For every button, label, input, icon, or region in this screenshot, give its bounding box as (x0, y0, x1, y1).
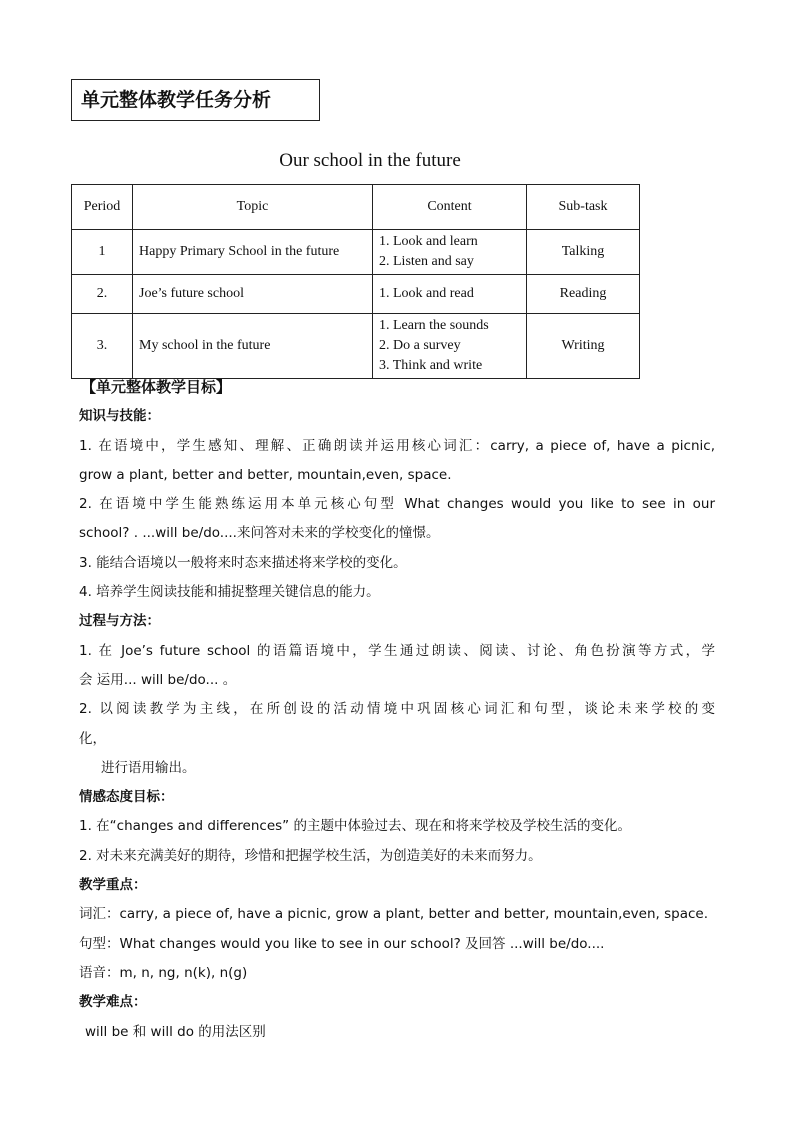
difficulties-heading: 教学难点： (79, 994, 147, 1011)
header-subtask: Sub-task (527, 185, 640, 230)
cell-subtask: Reading (527, 275, 640, 314)
table-row (72, 275, 640, 314)
header-period: Period (72, 185, 133, 230)
table-row (72, 314, 640, 379)
key-point-item: 词汇：carry, a piece of, have a picnic, grow a plant, better and better, mountain,even, space. (79, 906, 708, 923)
cell-period: 1 (72, 230, 133, 275)
key-point-item: 语音：m, n, ng, n(k), n(g) (79, 964, 248, 981)
cell-topic: My school in the future (133, 314, 373, 379)
content-line: 1. Look and read (379, 286, 474, 301)
knowledge-item: 3. 能结合语境以一般将来时态来描述将来学校的变化。 (79, 554, 407, 571)
cell-period: 2. (72, 275, 133, 314)
key-points-heading: 教学重点： (79, 877, 147, 894)
table-row (72, 230, 640, 275)
cell-content (373, 230, 527, 275)
knowledge-item: school? . ...will be/do....来问答对未来的学校变化的憧憬。 (79, 525, 440, 542)
goals-heading: 【单元整体教学目标】 (81, 378, 232, 396)
key-point-item: 句型：What changes would you like to see in our school? 及回答 ...will be/do.... (79, 935, 605, 952)
content-line: 1. Learn the sounds (379, 318, 489, 333)
emotion-item: 2. 对未来充满美好的期待，珍惜和把握学校生活，为创造美好的未来而努力。 (79, 847, 542, 864)
process-heading: 过程与方法： (79, 613, 160, 630)
task-analysis-table (71, 184, 640, 379)
cell-topic: Joe’s future school (133, 275, 373, 314)
knowledge-heading: 知识与技能： (79, 408, 160, 425)
knowledge-item: 1. 在语境中，学生感知、理解、正确朗读并运用核心词汇：carry, a piece of, have a picnic, (79, 437, 715, 454)
process-item: 进行语用输出。 (101, 759, 196, 776)
cell-subtask: Talking (527, 230, 640, 275)
cell-period: 3. (72, 314, 133, 379)
cell-topic: Happy Primary School in the future (133, 230, 373, 275)
emotion-heading: 情感态度目标： (79, 789, 174, 806)
content-line: 1. Look and learn (379, 234, 478, 249)
table-header-row (72, 185, 640, 230)
knowledge-item: grow a plant, better and better, mountain,even, space. (79, 466, 452, 483)
section-title: 单元整体教学任务分析 (71, 79, 320, 121)
cell-content (373, 275, 527, 314)
cell-subtask: Writing (527, 314, 640, 379)
process-item: 2. 以阅读教学为主线，在所创设的活动情境中巩固核心词汇和句型，谈论未来学校的变 (79, 701, 715, 718)
header-content: Content (373, 185, 527, 230)
difficulty-item: will be 和 will do 的用法区别 (85, 1023, 266, 1040)
cell-content (373, 314, 527, 379)
knowledge-item: 4. 培养学生阅读技能和捕捉整理关键信息的能力。 (79, 584, 380, 601)
content-line: 3. Think and write (379, 358, 483, 373)
content-line: 2. Listen and say (379, 254, 474, 269)
process-item: 化， (79, 730, 106, 747)
header-topic: Topic (133, 185, 373, 230)
table-title: Our school in the future (279, 150, 461, 171)
emotion-item: 1. 在“changes and differences” 的主题中体验过去、现在和将来学校及学校生活的变化。 (79, 818, 631, 835)
process-item: 会 运用... will be/do... 。 (79, 671, 237, 688)
content-line: 2. Do a survey (379, 338, 461, 353)
goals-section (79, 373, 715, 1047)
process-item: 1. 在 Joe’s future school 的语篇语境中，学生通过朗读、阅读、讨论、角色扮演等方式，学 (79, 642, 715, 659)
knowledge-item: 2. 在语境中学生能熟练运用本单元核心句型 What changes would you like to see in our (79, 496, 715, 513)
